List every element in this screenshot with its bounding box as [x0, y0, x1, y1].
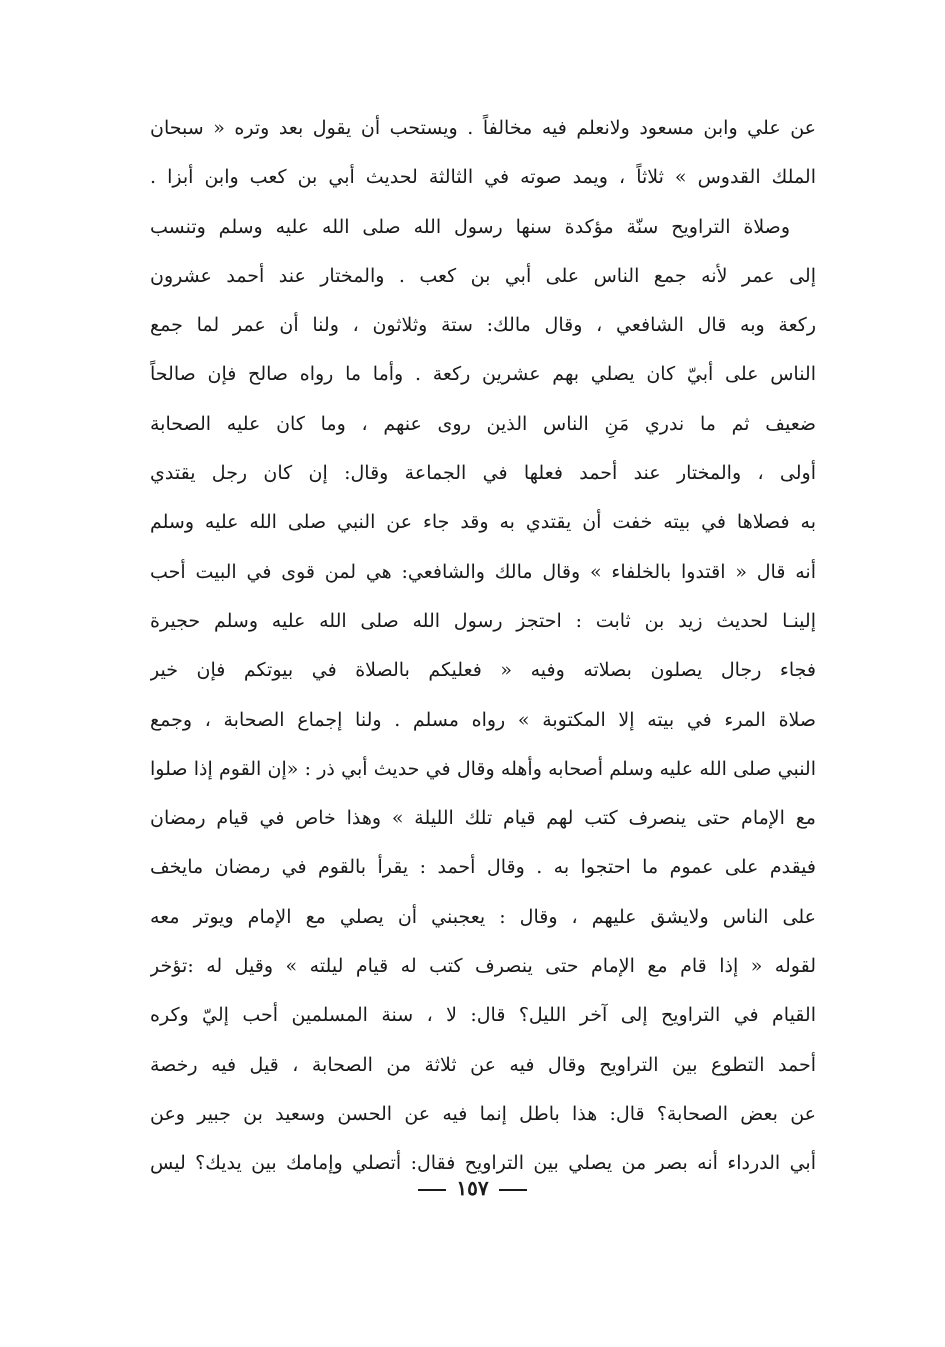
- text-line-16: فيقدم على عموم ما احتجوا به . وقال أحمد : يقرأ بالقوم في رمضان مايخف: [150, 856, 816, 879]
- body-text: [150, 104, 816, 1189]
- text-line-20: أحمد التطوع بين التراويح وقال فيه عن ثلاثة من الصحابة ، قيل فيه رخصة: [150, 1053, 816, 1076]
- text-line-3: وصلاة التراويح سنّة مؤكدة سنها رسول الله صلى الله عليه وسلم وتنسب: [150, 215, 790, 238]
- text-line-7: ضعيف ثم ما ندري مَنِ الناس الذين روى عنهم ، وما كان عليه الصحابة: [150, 412, 816, 435]
- text-line-19: القيام في التراويح إلى آخر الليل؟ قال: لا ، سنة المسلمين أحب إليّ وكره: [150, 1004, 816, 1027]
- text-line-2: الملك القدوس » ثلاثاً ، ويمد صوته في الثالثة لحديث أبي بن كعب وابن أبزا .: [150, 166, 816, 189]
- footer-dash-right: [499, 1189, 527, 1191]
- page-footer: [0, 1176, 945, 1200]
- text-line-5: ركعة وبه قال الشافعي ، وقال مالك: ستة وثلاثون ، ولنا أن عمر لما جمع: [150, 314, 816, 337]
- text-line-6: الناس على أبيّ كان يصلي بهم عشرين ركعة . وأما ما رواه صالح فإن صالحاً: [150, 363, 816, 386]
- text-line-14: النبي صلى الله عليه وسلم أصحابه وأهله وقال في حديث أبي ذر : «إن القوم إذا صلوا: [150, 757, 816, 780]
- text-line-1: عن علي وابن مسعود ولانعلم فيه مخالفاً . ويستحب أن يقول بعد وتره « سبحان: [150, 117, 816, 139]
- text-line-10: أنه قال « اقتدوا بالخلفاء » وقال مالك والشافعي: هي لمن قوى في البيت أحب: [150, 560, 816, 583]
- text-line-9: به فصلاها في بيته خفت أن يقتدي به وقد جاء عن النبي صلى الله عليه وسلم: [150, 511, 816, 534]
- text-line-13: صلاة المرء في بيته إلا المكتوبة » رواه مسلم . ولنا إجماع الصحابة ، وجمع: [150, 708, 816, 731]
- footer-dash-left: [418, 1189, 446, 1191]
- text-line-11: إلينـا لحديث زيد بن ثابت : احتجز رسول الله صلى الله عليه وسلم حجيرة: [150, 609, 816, 632]
- text-line-4: إلى عمر لأنه جمع الناس على أبي بن كعب . والمختار عند أحمد عشرون: [150, 264, 816, 287]
- text-line-17: على الناس ولايشق عليهم ، وقال : يعجبني أن يصلي مع الإمام ويوتر معه: [150, 905, 816, 928]
- text-line-18: لقوله « إذا قام مع الإمام حتى ينصرف كتب له قيام ليلته » وقيل له :تؤخر: [150, 955, 816, 978]
- text-line-21: عن بعض الصحابة؟ قال: هذا باطل إنما فيه عن الحسن وسعيد بن جبير وعن: [150, 1102, 816, 1125]
- text-line-22: أبي الدرداء أنه بصر من يصلي بين التراويح فقال: أتصلي وإمامك بين يديك؟ ليس: [150, 1152, 816, 1175]
- page-number: ١٥٧: [456, 1176, 489, 1200]
- text-line-15: مع الإمام حتى ينصرف كتب لهم قيام تلك الليلة » وهذا خاص في قيام رمضان: [150, 807, 816, 830]
- text-line-8: أولى ، والمختار عند أحمد فعلها في الجماعة وقال: إن كان رجل يقتدي: [150, 462, 816, 485]
- text-line-12: فجاء رجال يصلون بصلاته وفيه « فعليكم بالصلاة في بيوتكم فإن خير: [150, 659, 816, 682]
